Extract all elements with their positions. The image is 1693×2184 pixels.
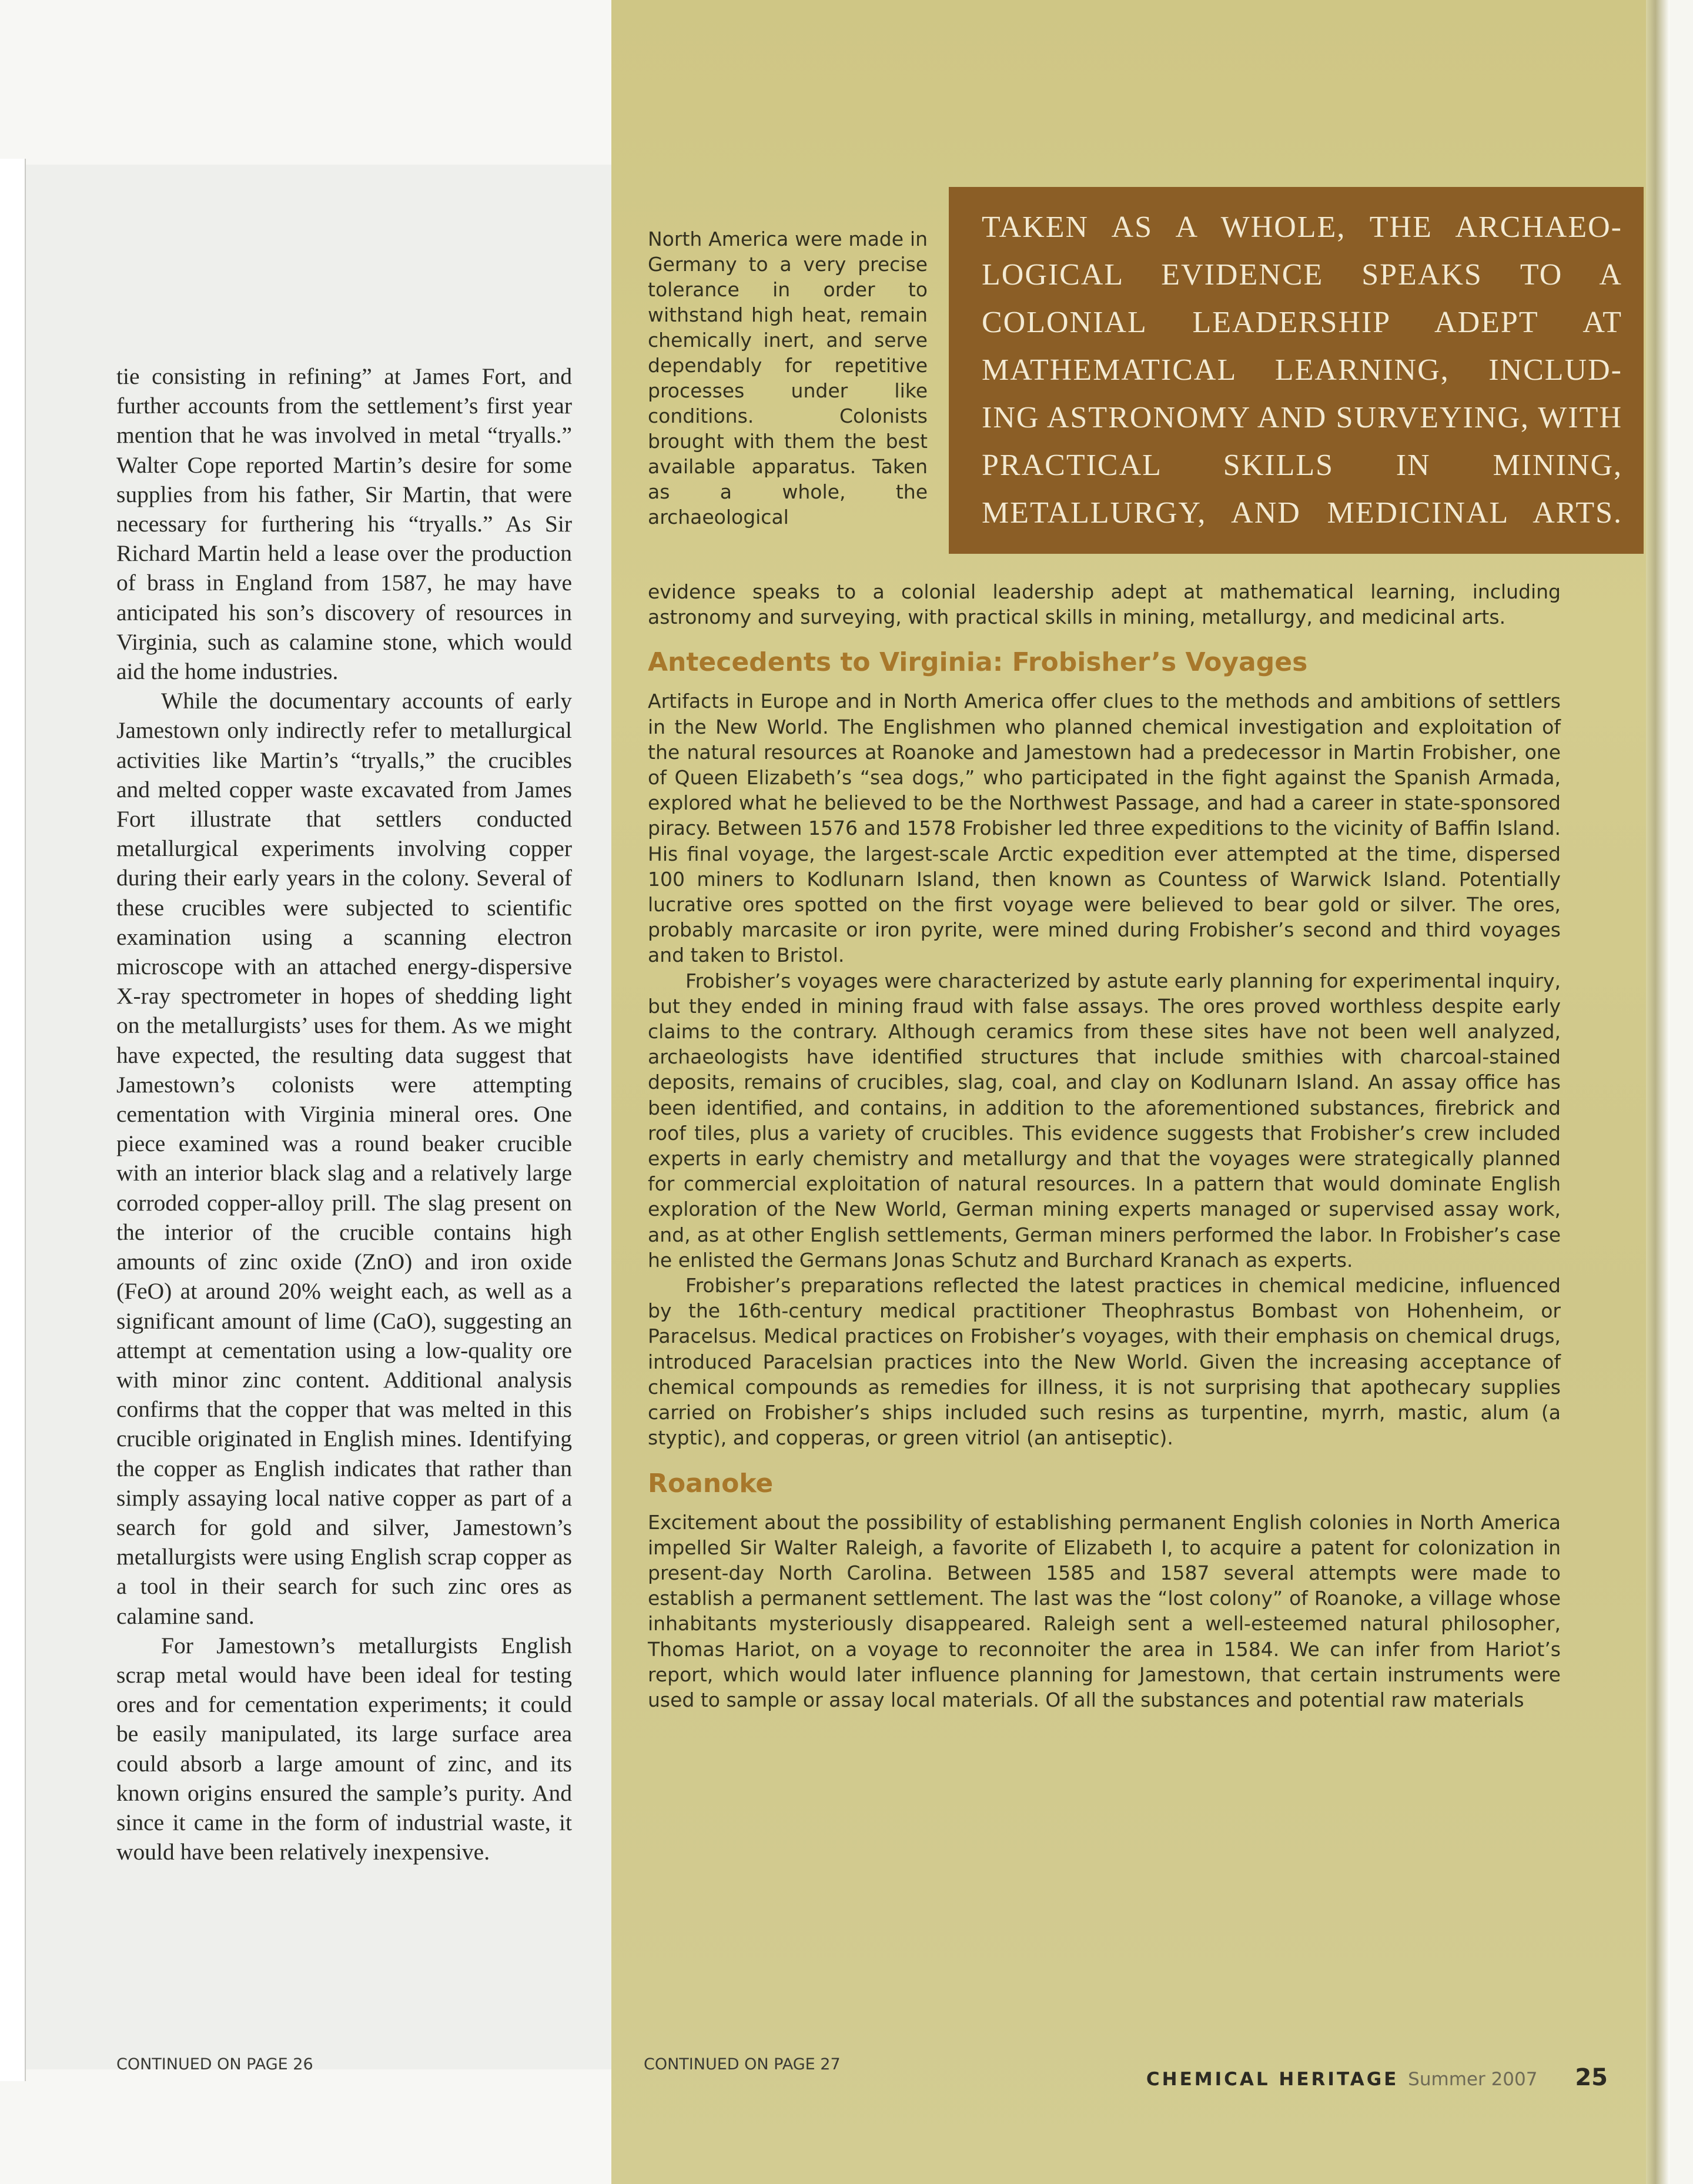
right-intro-wide: evidence speaks to a colonial leadership adept at mathematical learning, including astronomy and surveying, with practical skills in mining, metallurgy, and medicinal arts.	[648, 580, 1561, 629]
continued-page-27: CONTINUED ON PAGE 27	[644, 2055, 841, 2073]
pull-quote: TAKEN AS A WHOLE, THE ARCHAEO- LOGICAL EVIDENCE SPEAKS TO A COLONIAL LEADERSHIP ADEPT AT MATHEMATICAL LEARNING, INCLUD- ING ASTRONOMY AND SURVEYING, WITH PRACTICAL SKILLS IN MINING, METALLURGY, AND MEDICINAL ARTS.	[949, 187, 1644, 554]
left-page	[0, 0, 611, 2184]
left-paragraph-2: While the documentary accounts of early Jamestown only indirectly refer to metallurgical activities like Martin’s “tryalls,” the crucibles and melted copper waste excavated from James Fort illustrate that settlers conducted metallurgical experiments involving copper during their early years in the colony. Several of these crucibles were subjected to scientific examination using a scanning electron microscope with an attached energy-dispersive X-ray spectrometer in hopes of shedding light on the metallurgists’ uses for them. As we might have expected, the resulting data suggest that Jamestown’s colonists were attempting cementation with Virginia mineral ores. One piece examined was a round beaker crucible with an interior black slag and a relatively large corroded copper-alloy prill. The slag present on the interior of the crucible contains high amounts of zinc oxide (ZnO) and iron oxide (FeO) at around 20% weight each, as well as a significant amount of lime (CaO), suggesting an attempt at cementation using a low-quality ore with minor zinc content. Additional analysis confirms that the copper that was melted in this crucible originated in English mines. Identifying the copper as English indicates that rather than simply assaying local native copper as part of a search for gold and silver, Jamestown’s metallurgists were using English scrap copper as a tool in their search for such zinc ores as calamine sand.	[116, 688, 572, 1629]
section-heading-roanoke: Roanoke	[648, 1468, 774, 1499]
frobisher-paragraph-3: Frobisher’s preparations reflected the latest practices in chemical medicine, influenced by the 16th-century medical practitioner Theophrastus Bombast von Hohenheim, or Paracelsus. Medical practices on Frobisher’s voyages, with their emphasis on chemical drugs, introduced Paracelsian practices into the New World. Given the increasing acceptance of chemical compounds as remedies for illness, it is not surprising that apothecary supplies carried on Frobisher’s ships included such resins as turpentine, myrrh, mastic, alum (a styptic), and copperas, or green vitriol (an antiseptic).	[648, 1274, 1561, 1450]
left-page-edge-strip	[0, 159, 26, 2081]
page-number: 25	[1575, 2064, 1608, 2091]
left-paragraph-1: tie consisting in refining” at James Fort, and further accounts from the settlement’s first year mention that he was involved in metal “tryalls.” Walter Cope reported Martin’s desire for some supplies from his father, Sir Martin, that were necessary for furthering his “tryalls.” As Sir Richard Martin held a lease over the production of brass in England from 1587, he may have anticipated his son’s discovery of resources in Virginia, such as calamine stone, which would aid the home industries.	[116, 363, 572, 685]
page-footer	[1146, 2064, 1608, 2091]
left-article-column	[116, 362, 572, 1867]
page-edge-shadow	[1646, 0, 1669, 2184]
left-paragraph-3: For Jamestown’s metallurgists English scrap metal would have been ideal for testing ores and for cementation experiments; it could be easily manipulated, its large surface area could absorb a large amount of zinc, and its known origins ensured the sample’s purity. And since it came in the form of industrial waste, it would have been relatively inexpensive.	[116, 1632, 572, 1865]
right-article-column	[648, 579, 1561, 1713]
continued-page-26: CONTINUED ON PAGE 26	[116, 2055, 313, 2073]
frobisher-paragraph-1: Artifacts in Europe and in North America offer clues to the methods and ambitions of settlers in the New World. The Englishmen who planned chemical investigation and exploitation of the natural resources at Roanoke and Jamestown had a predecessor in Martin Frobisher, one of Queen Elizabeth’s “sea dogs,” who participated in the fight against the Spanish Armada, explored what he believed to be the Northwest Passage, and had a career in state-sponsored piracy. Between 1576 and 1578 Frobisher led three expeditions to the vicinity of Baffin Island. His final voyage, the largest-scale Arctic expedition ever attempted at the time, dispersed 100 miners to Kodlunarn Island, then known as Countess of Warwick Island. Potentially lucrative ores spotted on the first voyage were believed to bear gold or silver. The ores, probably marcasite or iron pyrite, were mined during Frobisher’s second and third voyages and taken to Bristol.	[648, 690, 1561, 967]
frobisher-paragraph-2: Frobisher’s voyages were characterized by astute early planning for experimental inquiry, but they ended in mining fraud with false assays. The ores proved worthless despite early claims to the contrary. Although ceramics from these sites have not been well analyzed, archaeologists have identified structures that include smithies with charcoal-stained deposits, remains of crucibles, slag, coal, and clay on Kodlunarn Island. An assay office has been identified, and contains, in addition to the aforementioned substances, firebrick and roof tiles, plus a variety of crucibles. This evidence suggests that Frobisher’s crew included experts in early chemistry and metallurgy and that the voyages were strategically planned for commercial exploitation of natural resources. In a pattern that would dominate English exploration of the New World, German mining experts managed or supervised assay work, and, as at other English settlements, German miners performed the labor. In Frobisher’s case he enlisted the Germans Jonas Schutz and Burchard Kranach as experts.	[648, 969, 1561, 1272]
section-heading-frobisher: Antecedents to Virginia: Frobisher’s Voyages	[648, 647, 1308, 678]
issue-season: Summer 2007	[1408, 2069, 1538, 2090]
right-intro-narrow: North America were made in Germany to a very precise tolerance in order to withstand high heat, remain chemically inert, and serve dependably for repetitive processes under like conditions. Colonists brought with them the best available apparatus. Taken as a whole, the archaeological	[648, 228, 928, 529]
roanoke-paragraph-1: Excitement about the possibility of establishing permanent English colonies in North America impelled Sir Walter Raleigh, a favorite of Elizabeth I, to acquire a patent for colonization in present-day North Carolina. Between 1585 and 1587 several attempts were made to establish a permanent settlement. The last was the “lost colony” of Roanoke, a village whose inhabitants mysteriously disappeared. Raleigh sent a well-esteemed natural philosopher, Thomas Hariot, on a voyage to reconnoiter the area in 1584. We can infer from Hariot’s report, which would later influence planning for Jamestown, that certain instruments were used to sample or assay local materials. Of all the substances and potential raw materials	[648, 1510, 1561, 1711]
magazine-title: CHEMICAL HERITAGE	[1146, 2069, 1399, 2090]
